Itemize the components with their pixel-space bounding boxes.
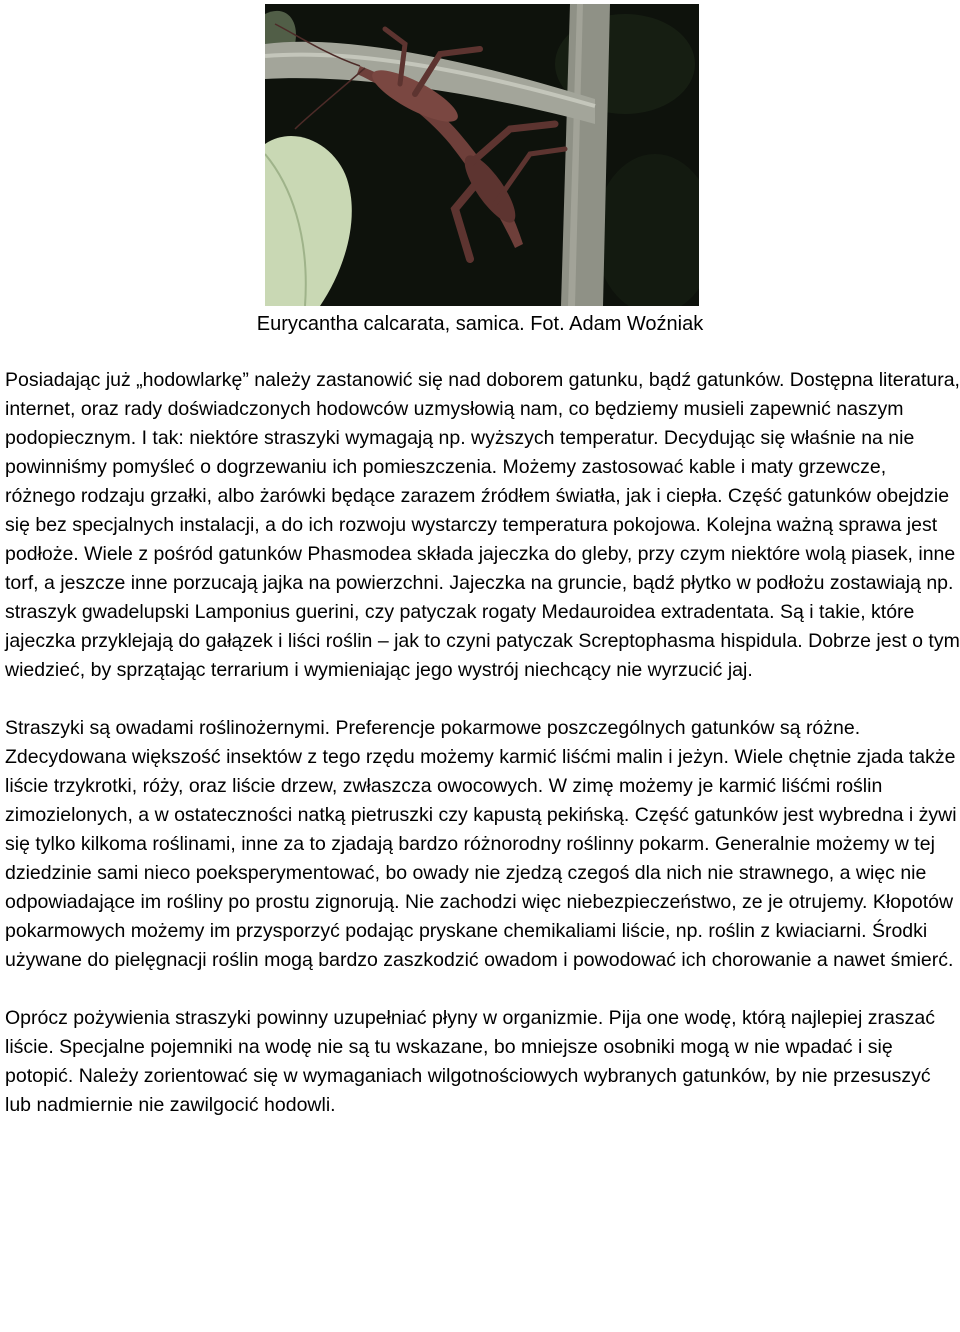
- photo-caption: Eurycantha calcarata, samica. Fot. Adam Woźniak: [256, 313, 704, 335]
- stick-insect-photo: [265, 4, 699, 306]
- paragraph-feeding: Straszyki są owadami roślinożernymi. Preferencje pokarmowe poszczególnych gatunków są różne. Zdecydowana większość insektów z tego rzędu możemy karmić liśćmi malin i jeżyn. Wiele chętnie zjada także liście trzykrotki, róży, oraz liście drzew, zwłaszcza owocowych. W zimę możemy je karmić liśćmi roślin zimozielonych, a w ostateczności natką pietruszki czy kapustą pekińską. Część gatunków jest wybredna i żywi się tylko kilkoma roślinami, inne za to zjadają bardzo różnorodny roślinny pokarm. Generalnie możemy w tej dziedzinie sami nieco poeksperymentować, bo owady nie zjedzą czegoś dla nich nie strawnego, a więc nie odpowiadające im rośliny po prostu zignorują. Nie zachodzi więc niebezpieczeństwo, ze je otrujemy. Kłopotów pokarmowych możemy im przysporzyć podając pryskane chemikaliami liście, np. roślin z kwiaciarni. Środki używane do pielęgnacji roślin mogą bardzo zaszkodzić owadom i powodować ich chorowanie a nawet śmierć.: [5, 717, 957, 971]
- article-body: [5, 366, 960, 1120]
- photo-illustration: [265, 4, 699, 306]
- paragraph-requirements: Posiadając już „hodowlarkę” należy zastanowić się nad doborem gatunku, bądź gatunków. Dostępna literatura, internet, oraz rady doświadczonych hodowców uzmysłowią nam, co będziemy musieli zapewnić naszym podopiecznym. I tak: niektóre straszyki wymagają np. wyższych temperatur. Decydując się właśnie na nie powinniśmy pomyśleć o dogrzewaniu ich pomieszczenia. Możemy zastosować kable i maty grzewcze, różnego rodzaju grzałki, albo żarówki będące zarazem źródłem światła, jak i ciepła. Część gatunków obejdzie się bez specjalnych instalacji, a do ich rozwoju wystarczy temperatura pokojowa. Kolejna ważną sprawa jest podłoże. Wiele z pośród gatunków Phasmodea składa jajeczka do gleby, przy czym niektóre wolą piasek, inne torf, a jeszcze inne porzucają jajka na powierzchni. Jajeczka na gruncie, bądź płytko w podłożu zostawiają np. straszyk gwadelupski Lamponius guerini, czy patyczak rogaty Medauroidea extradentata. Są i takie, które jajeczka przyklejają do gałązek i liści roślin – jak to czyni patyczak Screptophasma hispidula. Dobrze jest o tym wiedzieć, by sprzątając terrarium i wymieniając jego wystrój niechcący nie wyrzucić jaj.: [5, 369, 960, 681]
- paragraph-water: Oprócz pożywienia straszyki powinny uzupełniać płyny w organizmie. Pija one wodę, którą najlepiej zraszać liście. Specjalne pojemniki na wodę nie są tu wskazane, bo mniejsze osobniki mogą w nie wpadać i się potopić. Należy zorientować się w wymaganiach wilgotnościowych wybranych gatunków, by nie przesuszyć lub nadmiernie nie zawilgocić hodowli.: [5, 1007, 935, 1116]
